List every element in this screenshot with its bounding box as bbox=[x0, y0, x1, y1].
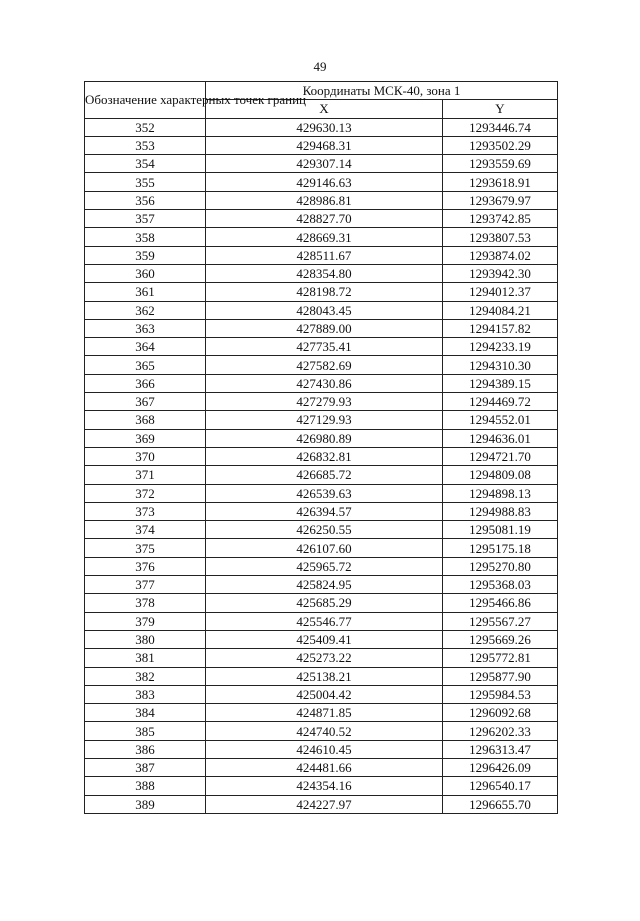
x-cell: 427582.69 bbox=[206, 356, 443, 374]
x-cell: 428354.80 bbox=[206, 264, 443, 282]
table-row bbox=[85, 246, 558, 264]
point-cell: 373 bbox=[85, 502, 206, 520]
y-cell: 1294721.70 bbox=[443, 447, 558, 465]
table-row bbox=[85, 356, 558, 374]
x-cell: 426832.81 bbox=[206, 447, 443, 465]
point-cell: 375 bbox=[85, 539, 206, 557]
point-cell: 358 bbox=[85, 228, 206, 246]
x-cell: 427889.00 bbox=[206, 319, 443, 337]
table-row bbox=[85, 228, 558, 246]
table-row bbox=[85, 740, 558, 758]
point-cell: 387 bbox=[85, 758, 206, 776]
point-cell: 371 bbox=[85, 466, 206, 484]
table-row bbox=[85, 210, 558, 228]
table-row bbox=[85, 411, 558, 429]
y-cell: 1296655.70 bbox=[443, 795, 558, 813]
y-cell: 1293807.53 bbox=[443, 228, 558, 246]
table-row bbox=[85, 722, 558, 740]
x-cell: 425546.77 bbox=[206, 612, 443, 630]
y-cell: 1293502.29 bbox=[443, 136, 558, 154]
x-cell: 424610.45 bbox=[206, 740, 443, 758]
x-cell: 424227.97 bbox=[206, 795, 443, 813]
x-cell: 424481.66 bbox=[206, 758, 443, 776]
table-row bbox=[85, 393, 558, 411]
table-row bbox=[85, 704, 558, 722]
table-body bbox=[85, 118, 558, 813]
point-cell: 389 bbox=[85, 795, 206, 813]
x-cell: 426250.55 bbox=[206, 521, 443, 539]
point-cell: 363 bbox=[85, 319, 206, 337]
point-cell: 379 bbox=[85, 612, 206, 630]
table-row bbox=[85, 576, 558, 594]
y-cell: 1294898.13 bbox=[443, 484, 558, 502]
point-cell: 386 bbox=[85, 740, 206, 758]
table-row bbox=[85, 795, 558, 813]
table-row bbox=[85, 447, 558, 465]
x-cell: 426685.72 bbox=[206, 466, 443, 484]
x-cell: 426394.57 bbox=[206, 502, 443, 520]
table-row bbox=[85, 777, 558, 795]
point-cell: 370 bbox=[85, 447, 206, 465]
y-cell: 1294012.37 bbox=[443, 283, 558, 301]
page-number: 49 bbox=[313, 59, 327, 74]
x-cell: 429307.14 bbox=[206, 155, 443, 173]
coordinates-group-header: Координаты МСК-40, зона 1 bbox=[206, 82, 558, 100]
table-row bbox=[85, 539, 558, 557]
table-row bbox=[85, 484, 558, 502]
table-row bbox=[85, 667, 558, 685]
table-row bbox=[85, 630, 558, 648]
table-row bbox=[85, 374, 558, 392]
y-cell: 1295368.03 bbox=[443, 576, 558, 594]
point-cell: 388 bbox=[85, 777, 206, 795]
x-cell: 424354.16 bbox=[206, 777, 443, 795]
y-cell: 1296092.68 bbox=[443, 704, 558, 722]
point-cell: 380 bbox=[85, 630, 206, 648]
y-cell: 1295175.18 bbox=[443, 539, 558, 557]
y-cell: 1295877.90 bbox=[443, 667, 558, 685]
table-row bbox=[85, 557, 558, 575]
y-cell: 1293874.02 bbox=[443, 246, 558, 264]
point-cell: 352 bbox=[85, 118, 206, 136]
x-cell: 428669.31 bbox=[206, 228, 443, 246]
point-designation-header: Обозначение характерных точек границ bbox=[85, 82, 206, 119]
x-cell: 427430.86 bbox=[206, 374, 443, 392]
x-cell: 425409.41 bbox=[206, 630, 443, 648]
point-cell: 362 bbox=[85, 301, 206, 319]
point-cell: 385 bbox=[85, 722, 206, 740]
point-cell: 361 bbox=[85, 283, 206, 301]
y-cell: 1293446.74 bbox=[443, 118, 558, 136]
x-cell: 426107.60 bbox=[206, 539, 443, 557]
y-cell: 1295772.81 bbox=[443, 649, 558, 667]
table-row bbox=[85, 283, 558, 301]
point-cell: 353 bbox=[85, 136, 206, 154]
y-cell: 1295270.80 bbox=[443, 557, 558, 575]
y-cell: 1293618.91 bbox=[443, 173, 558, 191]
y-cell: 1294389.15 bbox=[443, 374, 558, 392]
table-row bbox=[85, 118, 558, 136]
y-cell: 1296313.47 bbox=[443, 740, 558, 758]
y-cell: 1295567.27 bbox=[443, 612, 558, 630]
x-cell: 428986.81 bbox=[206, 191, 443, 209]
table-row bbox=[85, 594, 558, 612]
point-cell: 364 bbox=[85, 338, 206, 356]
point-cell: 355 bbox=[85, 173, 206, 191]
y-cell: 1293742.85 bbox=[443, 210, 558, 228]
x-cell: 425138.21 bbox=[206, 667, 443, 685]
y-cell: 1294636.01 bbox=[443, 429, 558, 447]
point-cell: 376 bbox=[85, 557, 206, 575]
y-cell: 1294552.01 bbox=[443, 411, 558, 429]
x-cell: 428827.70 bbox=[206, 210, 443, 228]
coordinates-table bbox=[84, 81, 558, 814]
y-cell: 1294157.82 bbox=[443, 319, 558, 337]
table-row bbox=[85, 758, 558, 776]
y-cell: 1295081.19 bbox=[443, 521, 558, 539]
table-row bbox=[85, 466, 558, 484]
x-cell: 424740.52 bbox=[206, 722, 443, 740]
point-cell: 367 bbox=[85, 393, 206, 411]
table-row bbox=[85, 685, 558, 703]
x-cell: 427279.93 bbox=[206, 393, 443, 411]
y-cell: 1295466.86 bbox=[443, 594, 558, 612]
x-column-header: X bbox=[206, 100, 443, 118]
point-cell: 357 bbox=[85, 210, 206, 228]
point-cell: 377 bbox=[85, 576, 206, 594]
point-cell: 382 bbox=[85, 667, 206, 685]
table-row bbox=[85, 191, 558, 209]
y-cell: 1296202.33 bbox=[443, 722, 558, 740]
x-cell: 425824.95 bbox=[206, 576, 443, 594]
table-row bbox=[85, 136, 558, 154]
point-cell: 369 bbox=[85, 429, 206, 447]
y-cell: 1293942.30 bbox=[443, 264, 558, 282]
y-cell: 1294988.83 bbox=[443, 502, 558, 520]
x-cell: 426980.89 bbox=[206, 429, 443, 447]
y-cell: 1294469.72 bbox=[443, 393, 558, 411]
x-cell: 428198.72 bbox=[206, 283, 443, 301]
x-cell: 424871.85 bbox=[206, 704, 443, 722]
x-cell: 429630.13 bbox=[206, 118, 443, 136]
x-cell: 425685.29 bbox=[206, 594, 443, 612]
point-cell: 368 bbox=[85, 411, 206, 429]
y-cell: 1295984.53 bbox=[443, 685, 558, 703]
point-cell: 366 bbox=[85, 374, 206, 392]
x-cell: 428043.45 bbox=[206, 301, 443, 319]
table-row bbox=[85, 264, 558, 282]
point-cell: 381 bbox=[85, 649, 206, 667]
x-cell: 429468.31 bbox=[206, 136, 443, 154]
x-cell: 428511.67 bbox=[206, 246, 443, 264]
y-cell: 1293679.97 bbox=[443, 191, 558, 209]
point-cell: 383 bbox=[85, 685, 206, 703]
point-cell: 359 bbox=[85, 246, 206, 264]
y-cell: 1296540.17 bbox=[443, 777, 558, 795]
point-cell: 378 bbox=[85, 594, 206, 612]
table-row bbox=[85, 301, 558, 319]
x-cell: 425273.22 bbox=[206, 649, 443, 667]
x-cell: 427129.93 bbox=[206, 411, 443, 429]
point-cell: 354 bbox=[85, 155, 206, 173]
x-cell: 425965.72 bbox=[206, 557, 443, 575]
table-row bbox=[85, 521, 558, 539]
y-cell: 1294310.30 bbox=[443, 356, 558, 374]
table-row bbox=[85, 502, 558, 520]
x-cell: 425004.42 bbox=[206, 685, 443, 703]
x-cell: 427735.41 bbox=[206, 338, 443, 356]
y-cell: 1296426.09 bbox=[443, 758, 558, 776]
point-cell: 374 bbox=[85, 521, 206, 539]
y-cell: 1294809.08 bbox=[443, 466, 558, 484]
y-cell: 1295669.26 bbox=[443, 630, 558, 648]
x-cell: 426539.63 bbox=[206, 484, 443, 502]
y-column-header: Y bbox=[443, 100, 558, 118]
point-cell: 384 bbox=[85, 704, 206, 722]
point-cell: 360 bbox=[85, 264, 206, 282]
point-cell: 372 bbox=[85, 484, 206, 502]
table-row bbox=[85, 649, 558, 667]
table-row bbox=[85, 612, 558, 630]
x-cell: 429146.63 bbox=[206, 173, 443, 191]
table-row bbox=[85, 173, 558, 191]
table-row bbox=[85, 338, 558, 356]
table-row bbox=[85, 429, 558, 447]
point-cell: 356 bbox=[85, 191, 206, 209]
table-row bbox=[85, 155, 558, 173]
point-cell: 365 bbox=[85, 356, 206, 374]
y-cell: 1294084.21 bbox=[443, 301, 558, 319]
y-cell: 1294233.19 bbox=[443, 338, 558, 356]
y-cell: 1293559.69 bbox=[443, 155, 558, 173]
table-row bbox=[85, 319, 558, 337]
